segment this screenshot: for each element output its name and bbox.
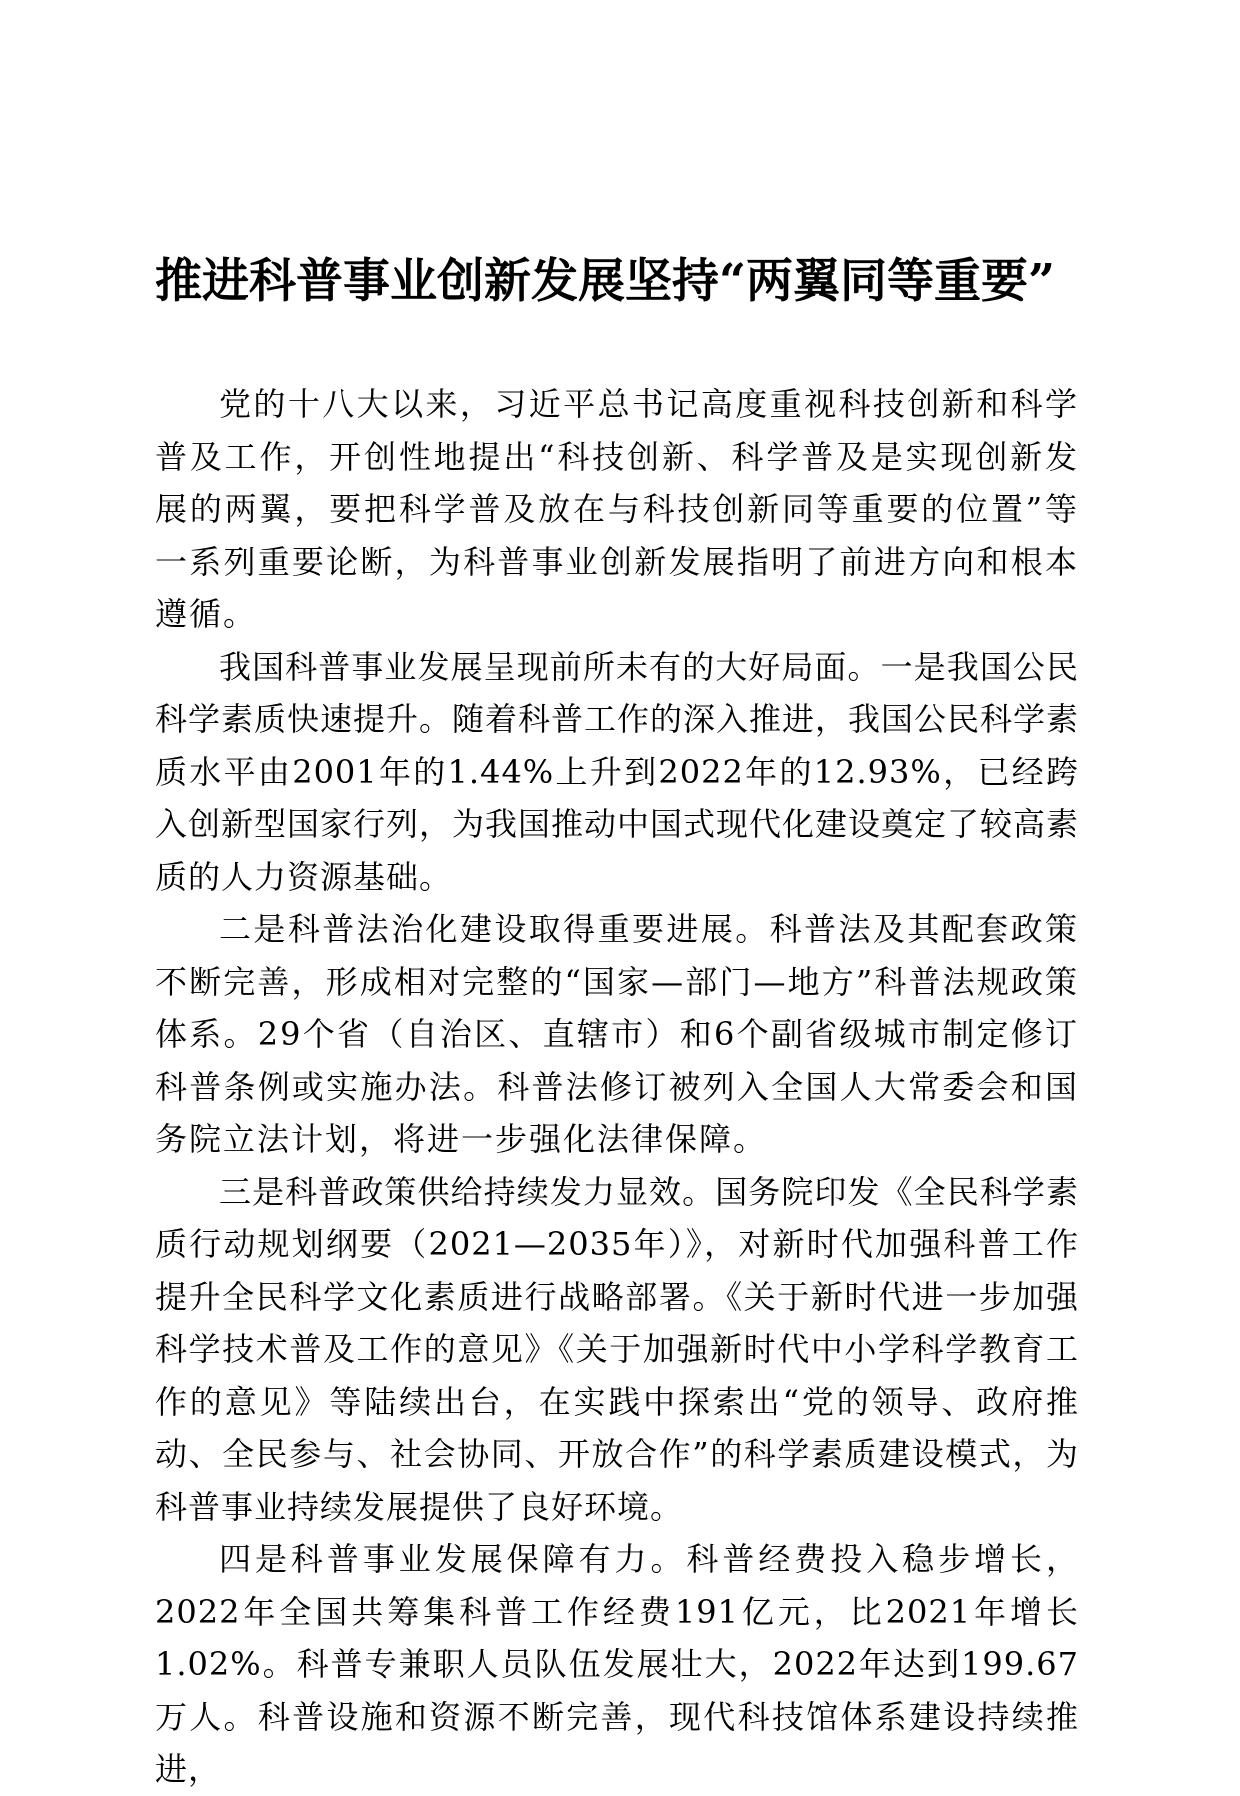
paragraph-science-literacy: 我国科普事业发展呈现前所未有的大好局面。一是我国公民科学素质快速提升。随着科普工作的深入推进，我国公民科学素质水平由2001年的1.44%上升到2022年的12.93%，已经跨入创新型国家行列，为我国推动中国式现代化建设奠定了较高素质的人力资源基础。	[155, 647, 1080, 896]
paragraph-funding-guarantee: 四是科普事业发展保障有力。科普经费投入稳步增长，2022年全国共筹集科普工作经费191亿元，比2021年增长1.02%。科普专兼职人员队伍发展壮大，2022年达到199.67万人。科普设施和资源不断完善，现代科技馆体系建设持续推进，	[155, 1540, 1079, 1788]
document-body	[155, 378, 1079, 1796]
paragraph-legal-progress: 二是科普法治化建设取得重要进展。科普法及其配套政策不断完善，形成相对完整的“国家—部门—地方”科普法规政策体系。29个省（自治区、直辖市）和6个副省级城市制定修订科普条例或实施办法。科普法修订被列入全国人大常委会和国务院立法计划，将进一步强化法律保障。	[155, 910, 1079, 1158]
document-title: 推进科普事业创新发展坚持“两翼同等重要”	[155, 254, 1056, 309]
paragraph-policy-supply: 三是科普政策供给持续发力显效。国务院印发《全民科学素质行动规划纲要（2021—2035年）》，对新时代加强科普工作提升全民科学文化素质进行战略部署。《关于新时代进一步加强科学技术普及工作的意见》《关于加强新时代中小学科学教育工作的意见》等陆续出台，在实践中探索出“党的领导、政府推动、全民参与、社会协同、开放合作”的科学素质建设模式，为科普事业持续发展提供了良好环境。	[155, 1172, 1079, 1526]
paragraph-intro: 党的十八大以来，习近平总书记高度重视科技创新和科学普及工作，开创性地提出“科技创新、科学普及是实现创新发展的两翼，要把科学普及放在与科技创新同等重要的位置”等一系列重要论断，为科普事业创新发展指明了前进方向和根本遵循。	[155, 385, 1079, 633]
